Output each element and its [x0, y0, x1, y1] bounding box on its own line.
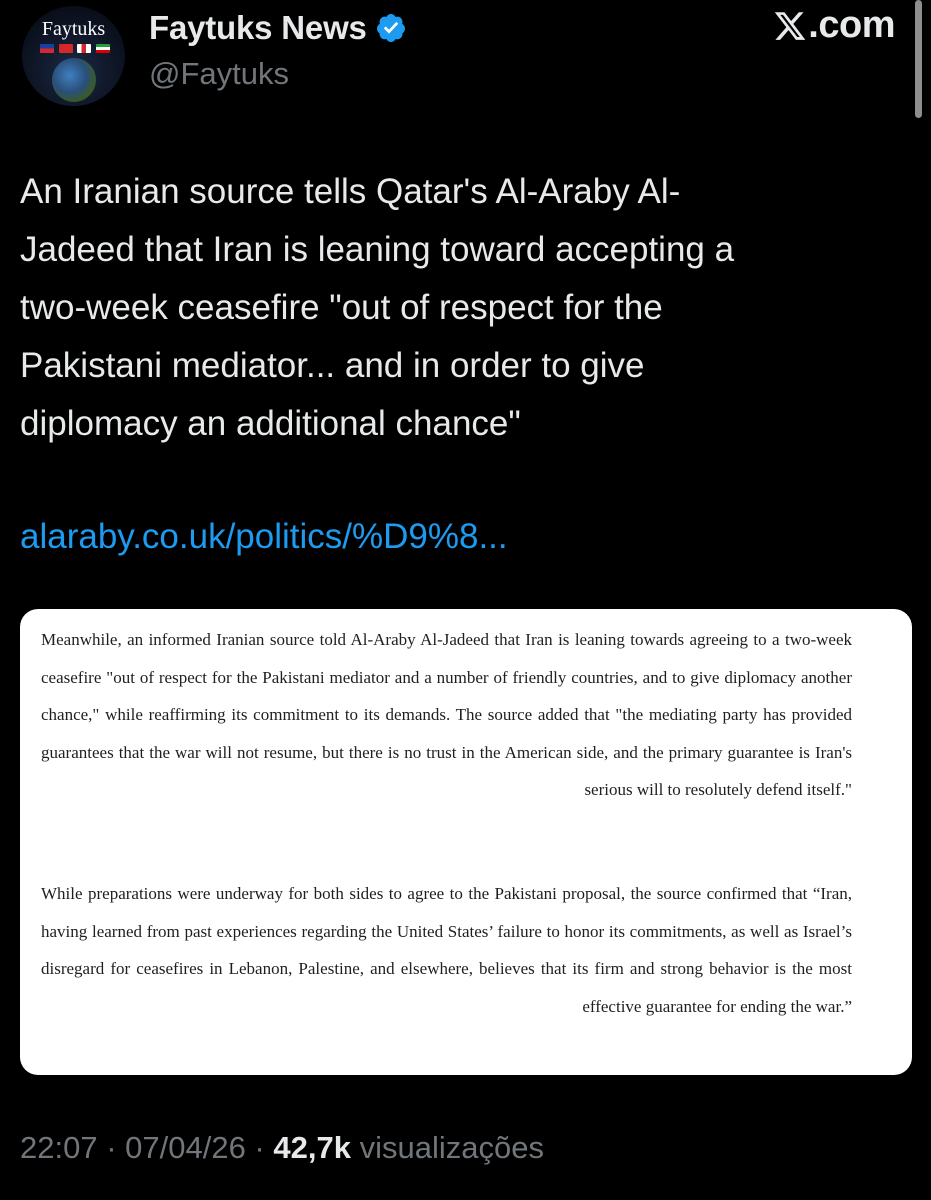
views-label: visualizações [359, 1130, 544, 1165]
author-display-name[interactable]: Faytuks News [149, 9, 367, 46]
avatar[interactable] [22, 6, 125, 106]
media-paragraph: While preparations were underway for both sides to agree to the Pakistani proposal, the source confirmed that “Iran, having learned from past experiences regarding the United States’ failure to honor its commitments, as well as Israel’s disregard for ceasefires in Lebanon, Palestine, and elsewhere, believes that its firm and strong behavior is the most effective guarantee for ending the war.” [41, 884, 852, 1016]
author-handle[interactable]: @Faytuks [149, 56, 289, 91]
tweet-text: An Iranian source tells Qatar's Al-Araby Al- Jadeed that Iran is leaning toward accepting a two-week ceasefire "out of respect for the Pakistani mediator... and in order to give diplomacy an additional chance" [20, 172, 735, 443]
scrollbar[interactable] [915, 0, 922, 118]
globe-icon [52, 58, 96, 102]
views-count: 42,7k [273, 1130, 351, 1165]
flag-icon [59, 44, 73, 53]
tweet-header [22, 6, 902, 106]
flag-icon [77, 44, 91, 53]
meta-separator: · [97, 1130, 126, 1165]
tweet-time[interactable]: 22:07 [20, 1130, 98, 1165]
flag-icon [96, 44, 110, 53]
tweet-link[interactable]: alaraby.co.uk/politics/%D9%8... [20, 517, 508, 556]
tweet-date[interactable]: 07/04/26 [125, 1130, 246, 1165]
x-com-watermark [773, 4, 895, 47]
tweet-media-image[interactable] [20, 609, 912, 1075]
x-logo-icon [773, 9, 807, 43]
tweet-meta [20, 1130, 544, 1166]
avatar-flags [40, 44, 110, 58]
author-name-row[interactable] [149, 8, 407, 48]
flag-icon [40, 44, 54, 53]
x-com-text: .com [808, 4, 895, 46]
avatar-logo-text: Faytuks [41, 18, 106, 40]
media-paragraph: Meanwhile, an informed Iranian source told Al-Araby Al-Jadeed that Iran is leaning towards agreeing to a two-week ceasefire "out of respect for the Pakistani mediator and a number of friendly countries, and to give diplomacy another chance," while reaffirming its commitment to its demands. The source added that "the mediating party has provided guarantees that the war will not resume, but there is no trust in the American side, and the primary guarantee is Iran's serious will to resolutely defend itself." [41, 630, 852, 800]
meta-separator: · [245, 1130, 274, 1165]
verified-badge-icon [375, 12, 407, 44]
